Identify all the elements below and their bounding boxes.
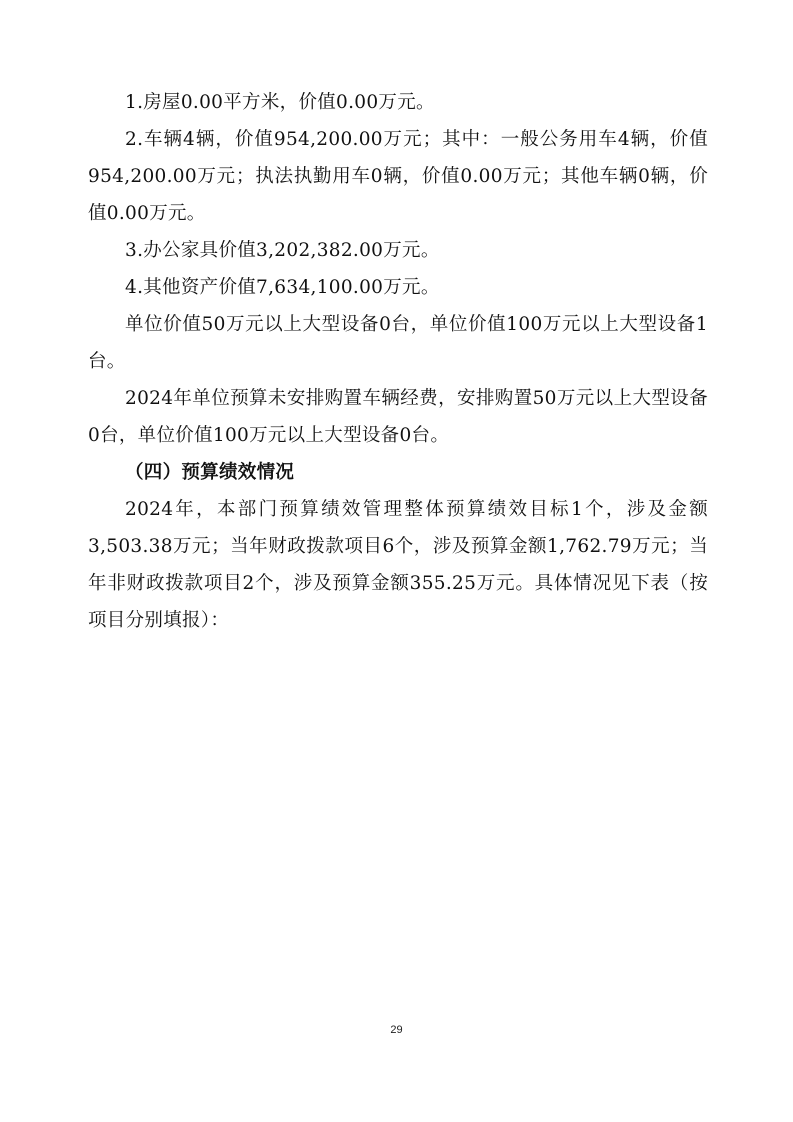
- paragraph-2024-procurement: 2024年单位预算未安排购置车辆经费，安排购置50万元以上大型设备0台，单位价值100万元以上大型设备0台。: [88, 388, 708, 446]
- paragraph-large-equipment: 单位价值50万元以上大型设备0台，单位价值100万元以上大型设备1台。: [88, 314, 708, 372]
- paragraph-vehicles: 2.车辆4辆，价值954,200.00万元；其中：一般公务用车4辆，价值954,200.00万元；执法执勤用车0辆，价值0.00万元；其他车辆0辆，价值0.00万元。: [88, 129, 708, 224]
- paragraph-office-furniture: 3.办公家具价值3,202,382.00万元。: [125, 240, 440, 261]
- section-heading: （四）预算绩效情况: [125, 462, 295, 483]
- paragraph-housing: 1.房屋0.00平方米，价值0.00万元。: [125, 92, 435, 113]
- paragraph-other-assets: 4.其他资产价值7,634,100.00万元。: [125, 277, 440, 298]
- page-number: 29: [390, 1024, 403, 1036]
- paragraph-performance: 2024年，本部门预算绩效管理整体预算绩效目标1个，涉及金额3,503.38万元；当年财政拨款项目6个，涉及预算金额1,762.79万元；当年非财政拨款项目2个，涉及预算金额355.25万元。具体情况见下表（按项目分别填报）：: [88, 499, 708, 631]
